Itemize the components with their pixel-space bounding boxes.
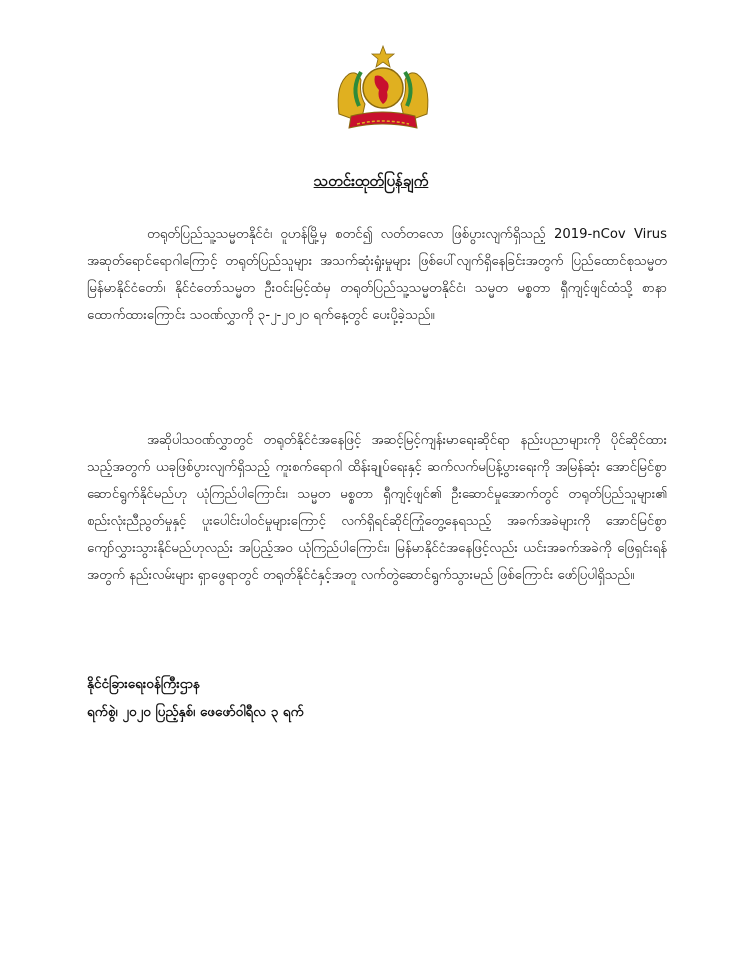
paragraph-2: အဆိုပါသဝဏ်လွှာတွင် တရုတ်နိုင်ငံအနေဖြင့် အဆင့်မြင့်ကျန်းမာရေးဆိုင်ရာ နည်းပညာများကို ပိုင်ဆိုင်ထားသည့်အတွက် ယခုဖြစ်ပွားလျက်ရှိသည့် ကူးစက်ရောဂါ ထိန်းချုပ်ရေးနှင့် ဆက်လက်မပြန့်ပွားရေးကို အမြန်ဆုံး အောင်မြင်စွာ ဆောင်ရွက်နိုင်မည်ဟု ယုံကြည်ပါကြောင်း၊ သမ္မတ မစ္စတာ ရှီကျင့်ဖျင်၏ ဦးဆောင်မှုအောက်တွင် တရုတ်ပြည်သူများ၏ စည်းလုံးညီညွတ်မှုနှင့် ပူးပေါင်းပါဝင်မှုများကြောင့် လက်ရှိရင်ဆိုင်ကြုံတွေ့နေရသည့် အခက်အခဲများကို အောင်မြင်စွာ ကျော်လွှားသွားနိုင်မည်ဟုလည်း အပြည့်အဝ ယုံကြည်ပါကြောင်း၊ မြန်မာနိုင်ငံအနေဖြင့်လည်း ယင်းအခက်အခဲကို ဖြေရှင်းရန်အတွက် နည်းလမ်းများ ရှာဖွေရာတွင် တရုတ်နိုင်ငံနှင့်အတူ လက်တွဲဆောင်ရွက်သွားမည် ဖြစ်ကြောင်း ဖော်ပြပါရှိသည်။ [87,433,667,583]
issuing-ministry: နိုင်ငံခြားရေးဝန်ကြီးဌာန [87,676,200,692]
paragraph-1: တရုတ်ပြည်သူ့သမ္မတနိုင်ငံ၊ ဝူဟန်မြို့မှ စတင်၍ လတ်တလော ဖြစ်ပွားလျက်ရှိသည့် 2019-nCov Virus အဆုတ်ရောင်ရောဂါကြောင့် တရုတ်ပြည်သူများ အသက်ဆုံးရှုံးမှုများ ဖြစ်ပေါ်လျက်ရှိနေခြင်းအတွက် ပြည်ထောင်စုသမ္မတမြန်မာနိုင်ငံတော်၊ နိုင်ငံတော်သမ္မတ ဦးဝင်းမြင့်ထံမှ တရုတ်ပြည်သူ့သမ္မတနိုင်ငံ၊ သမ္မတ မစ္စတာ ရှီကျင့်ဖျင်ထံသို့ စာနာထောက်ထားကြောင်း သဝဏ်လွှာကို ၃-၂-၂၀၂၀ ရက်နေ့တွင် ပေးပို့ခဲ့သည်။ [87,227,667,323]
state-seal-emblem [331,44,435,136]
document-title: သတင်းထုတ်ပြန်ချက် [313,172,429,190]
issue-date: ရက်စွဲ၊ ၂၀၂၀ ပြည့်နှစ်၊ ဖေဖော်ဝါရီလ ၃ ရက် [87,704,304,720]
